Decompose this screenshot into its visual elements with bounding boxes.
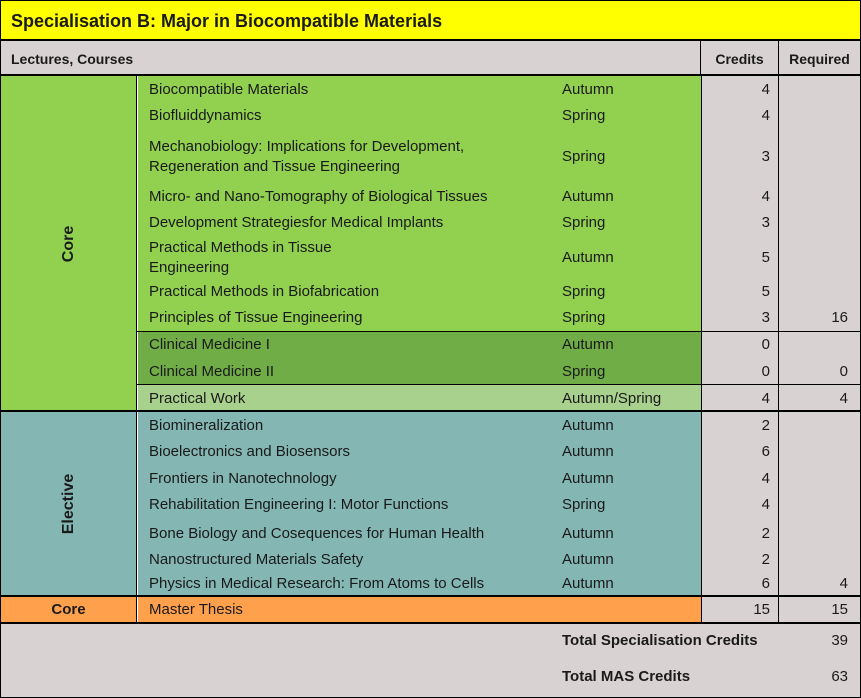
course-credits: 4	[761, 390, 770, 407]
course-semester: Autumn	[562, 81, 614, 98]
course-name: Mechanobiology: Implications for Development,	[149, 138, 465, 155]
thesis-group-label: Core	[1, 597, 137, 623]
total-mas-label: Total MAS Credits	[562, 668, 691, 685]
course-name: Practical Methods in Biofabrication	[149, 283, 380, 300]
course-required: 0	[839, 363, 848, 380]
course-credits: 2	[761, 525, 770, 542]
course-required: 4	[839, 390, 848, 407]
course-name-line2: Regeneration and Tissue Engineering	[149, 158, 401, 175]
course-required: 16	[831, 309, 848, 326]
course-name: Clinical Medicine II	[149, 363, 275, 380]
total-specialisation-value: 39	[831, 632, 848, 649]
course-credits: 4	[761, 496, 770, 513]
header-lectures: Lectures, Courses	[1, 41, 701, 76]
course-semester: Spring	[562, 214, 606, 231]
course-credits: 4	[761, 107, 770, 124]
course-name: Frontiers in Nanotechnology	[149, 470, 337, 487]
total-mas-value: 63	[831, 668, 848, 685]
course-semester: Spring	[562, 148, 606, 165]
page-title: Specialisation B: Major in Biocompatible Materials	[1, 1, 860, 41]
course-credits: 2	[761, 551, 770, 568]
course-name: Micro- and Nano-Tomography of Biological Tissues	[149, 188, 488, 205]
total-specialisation-label: Total Specialisation Credits	[562, 632, 758, 649]
course-semester: Autumn	[562, 525, 614, 542]
course-semester: Spring	[562, 283, 606, 300]
course-required: 4	[839, 575, 848, 592]
course-semester: Spring	[562, 496, 606, 513]
core-label: Core	[59, 225, 77, 262]
course-credits: 0	[761, 336, 770, 353]
course-credits: 4	[761, 81, 770, 98]
course-name: Development Strategiesfor Medical Implants	[149, 214, 444, 231]
course-name: Master Thesis	[149, 601, 243, 618]
course-semester: Spring	[562, 363, 606, 380]
elective-label: Elective	[59, 473, 77, 535]
course-semester: Autumn	[562, 551, 614, 568]
course-semester: Autumn	[562, 470, 614, 487]
group-label-core	[1, 76, 137, 411]
course-semester: Autumn	[562, 417, 614, 434]
course-credits: 4	[761, 470, 770, 487]
course-name: Biofluiddynamics	[149, 107, 262, 124]
course-credits: 2	[761, 417, 770, 434]
course-semester: Autumn	[562, 575, 614, 592]
course-name: Rehabilitation Engineering I: Motor Functions	[149, 496, 449, 513]
course-credits: 15	[753, 601, 770, 618]
course-name-line2: Engineering	[149, 259, 230, 276]
course-name: Biomineralization	[149, 417, 264, 434]
course-credits: 5	[761, 249, 770, 266]
course-name: Bone Biology and Cosequences for Human Health	[149, 525, 485, 542]
course-name: Physics in Medical Research: From Atoms to Cells	[149, 575, 485, 592]
course-name: Nanostructured Materials Safety	[149, 551, 364, 568]
header-required: Required	[779, 41, 860, 76]
course-semester: Autumn	[562, 249, 614, 266]
course-credits: 6	[761, 443, 770, 460]
course-name: Bioelectronics and Biosensors	[149, 443, 350, 460]
course-credits: 3	[761, 309, 770, 326]
course-semester: Spring	[562, 107, 606, 124]
course-credits: 5	[761, 283, 770, 300]
required-column	[779, 76, 860, 596]
course-name: Principles of Tissue Engineering	[149, 309, 363, 326]
course-credits: 4	[761, 188, 770, 205]
course-semester: Spring	[562, 309, 606, 326]
course-name: Biocompatible Materials	[149, 81, 309, 98]
course-required: 15	[831, 601, 848, 618]
header-credits: Credits	[701, 41, 779, 76]
course-name: Practical Methods in Tissue	[149, 239, 332, 256]
course-credits: 6	[761, 575, 770, 592]
course-name: Clinical Medicine I	[149, 336, 270, 353]
course-credits: 3	[761, 214, 770, 231]
course-semester: Autumn/Spring	[562, 390, 662, 407]
group-label-elective	[1, 412, 137, 596]
course-credits: 0	[761, 363, 770, 380]
course-semester: Autumn	[562, 188, 614, 205]
course-credits: 3	[761, 148, 770, 165]
course-semester: Autumn	[562, 336, 614, 353]
course-semester: Autumn	[562, 443, 614, 460]
course-name: Practical Work	[149, 390, 246, 407]
